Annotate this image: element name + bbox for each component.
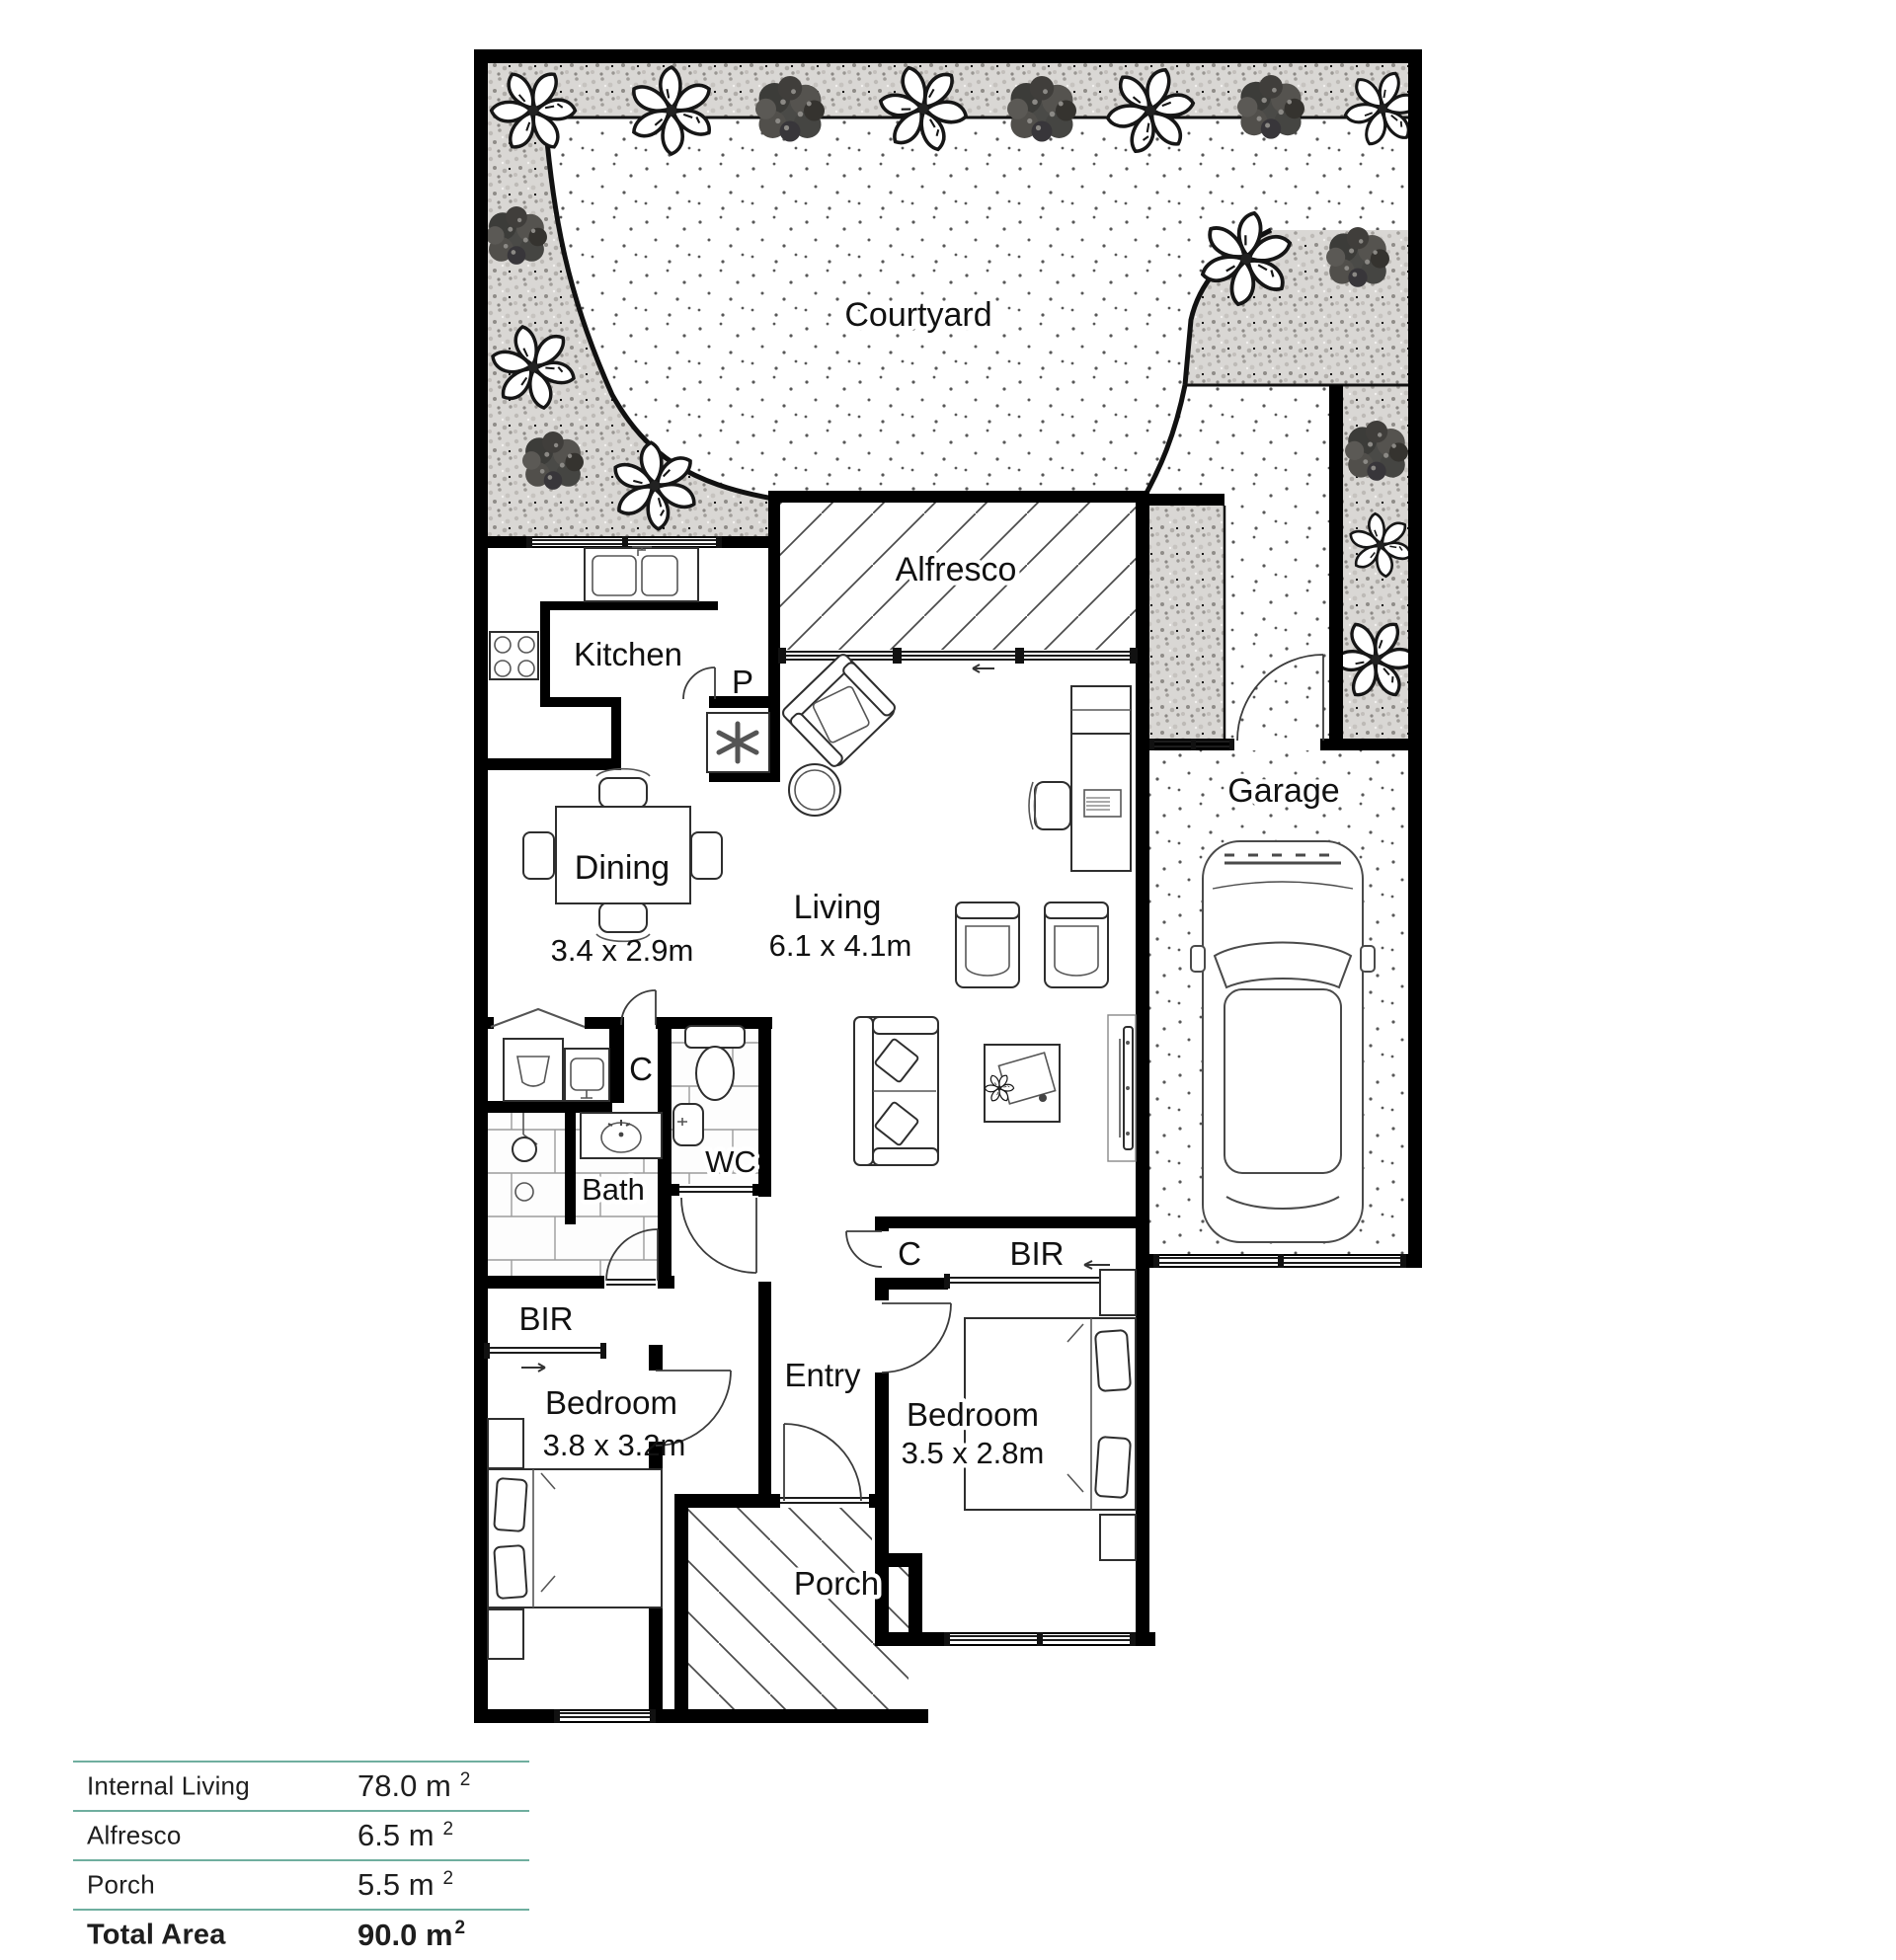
area-row-value: 78.0 m $^2$	[357, 1768, 471, 1803]
area-row-internal-living	[73, 1761, 529, 1810]
pillow	[1095, 1330, 1131, 1391]
pillow	[494, 1545, 527, 1599]
sofa	[854, 1017, 938, 1165]
living-dims: 6.1 x 4.1m	[768, 928, 912, 963]
area-row-total	[73, 1909, 529, 1959]
desk	[1071, 686, 1131, 871]
armchair	[956, 902, 1019, 987]
wc-label: WC	[705, 1144, 756, 1179]
front-door	[784, 1424, 861, 1501]
area-row-value: 90.0 m $^2$	[357, 1917, 466, 1952]
garden-strip-left-of-path	[1149, 506, 1224, 739]
coffee-table	[985, 1045, 1060, 1122]
area-row-label: Porch	[87, 1869, 155, 1900]
laundry-bifold-door	[491, 1009, 585, 1027]
pillow	[1095, 1437, 1131, 1498]
area-row-label: Total Area	[87, 1919, 226, 1950]
cooktop	[490, 632, 538, 679]
area-row-value: 5.5 m $^2$	[357, 1867, 454, 1902]
side-table	[789, 764, 840, 816]
bath-door-threshold	[606, 1280, 656, 1285]
hall-closet-door	[621, 990, 656, 1025]
area-table	[73, 1761, 529, 1959]
area-row-value: 6.5 m $^2$	[357, 1818, 454, 1852]
dining-label: Dining	[574, 849, 671, 887]
garage-label: Garage	[1227, 772, 1340, 810]
armchair	[781, 653, 899, 770]
entry-label: Entry	[784, 1357, 861, 1393]
bedside-table	[1100, 1270, 1136, 1315]
dining-chair	[691, 832, 722, 879]
living-label: Living	[793, 889, 882, 926]
bedroom-right-door	[882, 1303, 951, 1372]
pantry-label: P	[731, 664, 754, 700]
kitchen-label: Kitchen	[573, 636, 683, 672]
hall-closet-label: C	[629, 1051, 653, 1087]
bath-label: Bath	[582, 1172, 645, 1207]
dining-chair	[523, 832, 554, 879]
sink	[585, 547, 698, 601]
porch-label: Porch	[793, 1565, 880, 1602]
wc-basin	[673, 1104, 703, 1145]
bedside-table	[488, 1609, 523, 1659]
bedroom2-closet-door	[846, 1231, 882, 1267]
pillow	[494, 1478, 527, 1531]
area-row-porch	[73, 1859, 529, 1909]
area-row-alfresco	[73, 1810, 529, 1859]
bedroom-left-dims: 3.8 x 3.2m	[542, 1428, 686, 1462]
area-row-label: Internal Living	[87, 1770, 250, 1801]
laundry-tub	[565, 1049, 609, 1101]
area-row-label: Alfresco	[87, 1820, 182, 1850]
bedside-table	[1100, 1515, 1136, 1560]
bedroom-right-label: Bedroom	[907, 1396, 1039, 1433]
front-door-threshold	[780, 1498, 869, 1503]
bir-left-sliding-door	[484, 1343, 606, 1372]
courtyard-label: Courtyard	[844, 296, 992, 334]
bedroom-left-window	[554, 1709, 656, 1723]
bir-right-label: BIR	[1009, 1235, 1065, 1272]
pantry-door	[683, 667, 715, 699]
garage-rear-window	[1153, 1254, 1406, 1268]
bedroom-right-window	[944, 1632, 1136, 1646]
bedroom2-closet-label: C	[898, 1235, 921, 1272]
bedroom-right-dims: 3.5 x 2.8m	[901, 1436, 1045, 1470]
car	[1191, 841, 1375, 1242]
bedroom-left-label: Bedroom	[545, 1384, 677, 1421]
wc-door-threshold	[679, 1187, 752, 1192]
dining-chair	[596, 769, 650, 808]
bed	[488, 1469, 662, 1607]
wc-door	[681, 1198, 756, 1273]
office-chair	[1029, 782, 1070, 829]
vanity	[581, 1113, 662, 1158]
fridge-icon	[707, 713, 769, 772]
tv	[1108, 1015, 1136, 1161]
bedside-table	[488, 1419, 523, 1468]
armchair	[1045, 902, 1108, 987]
washing-machine	[504, 1039, 563, 1101]
bir-left-label: BIR	[518, 1300, 574, 1337]
dining-dims: 3.4 x 2.9m	[550, 933, 694, 968]
alfresco-label: Alfresco	[895, 551, 1017, 588]
